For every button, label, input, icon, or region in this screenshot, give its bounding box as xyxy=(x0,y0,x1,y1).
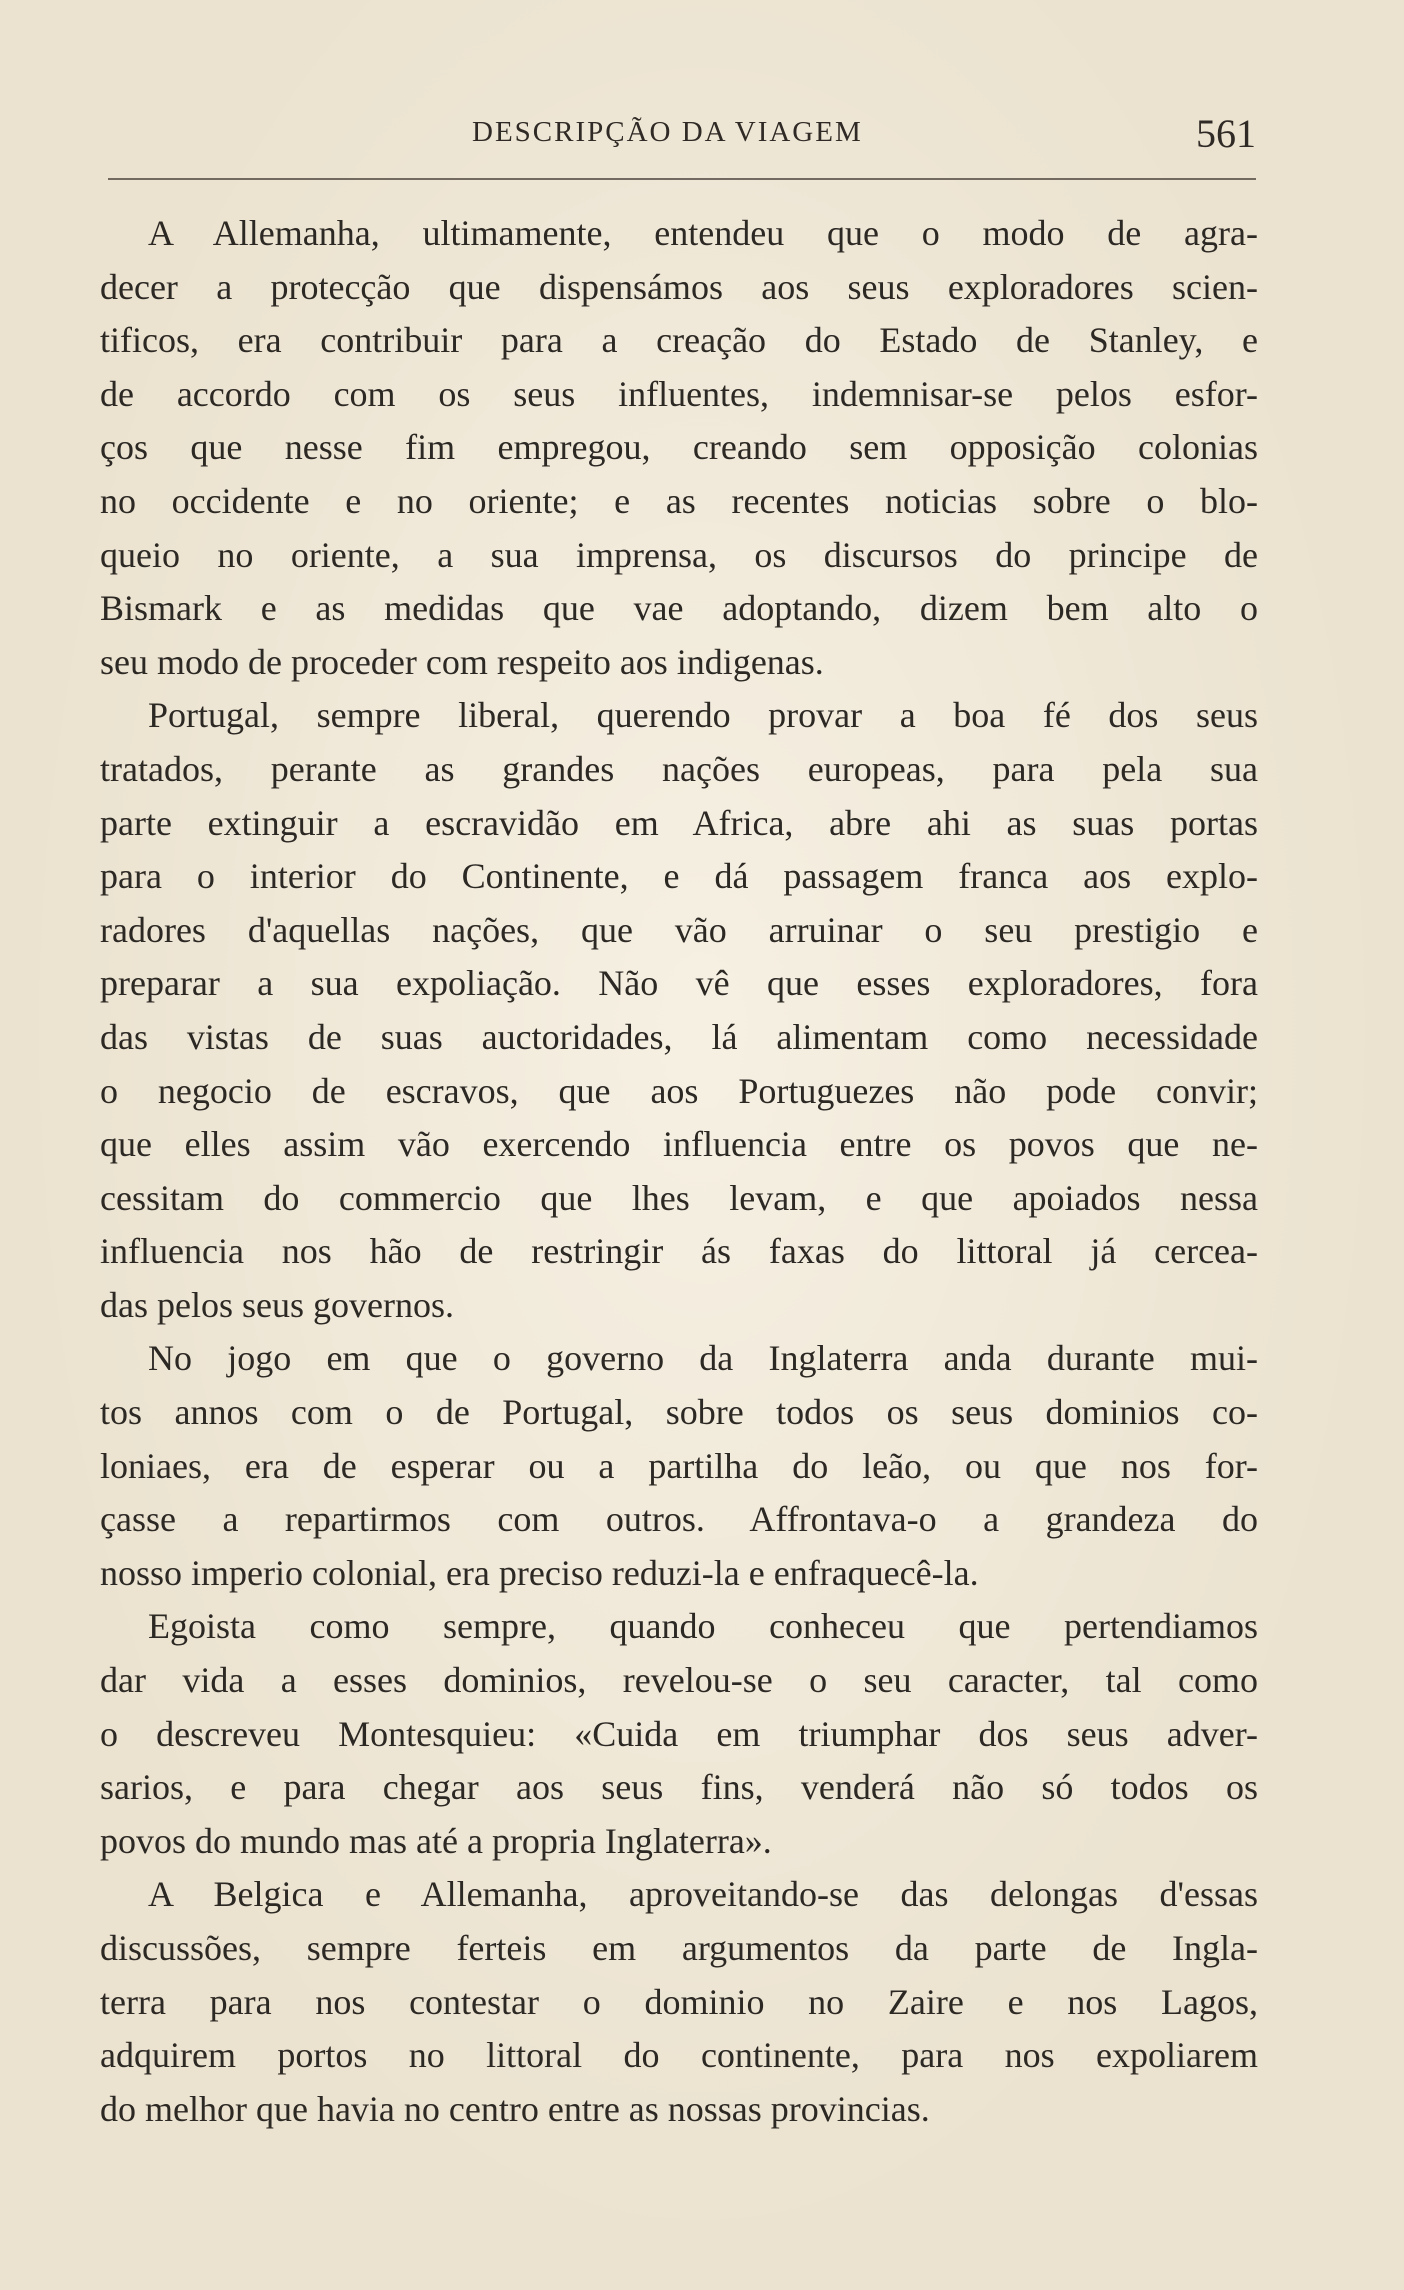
text-line: Egoista como sempre, quando conheceu que pertendiamos xyxy=(148,1606,1258,1647)
text-line: No jogo em que o governo da Inglaterra anda durante mui- xyxy=(148,1338,1258,1379)
text-line: sarios, e para chegar aos seus fins, venderá não só todos os xyxy=(100,1767,1258,1808)
text-line: adquirem portos no littoral do continente, para nos expoliarem xyxy=(100,2035,1258,2076)
text-line: nosso imperio colonial, era preciso reduzi-la e enfraquecê-la. xyxy=(100,1552,979,1593)
text-line: queio no oriente, a sua imprensa, os discursos do principe de xyxy=(100,534,1258,575)
text-line: do melhor que havia no centro entre as nossas provincias. xyxy=(100,2088,930,2129)
text-line: loniaes, era de esperar ou a partilha do leão, ou que nos for- xyxy=(100,1445,1258,1486)
text-line: cessitam do commercio que lhes levam, e que apoiados nessa xyxy=(100,1177,1258,1218)
text-line: o descreveu Montesquieu: «Cuida em triumphar dos seus adver- xyxy=(100,1713,1258,1754)
text-line: seu modo de proceder com respeito aos indigenas. xyxy=(100,641,824,682)
text-line: Portugal, sempre liberal, querendo provar a boa fé dos seus xyxy=(148,695,1258,736)
text-line: parte extinguir a escravidão em Africa, abre ahi as suas portas xyxy=(100,802,1258,843)
text-line: A Belgica e Allemanha, aproveitando-se das delongas d'essas xyxy=(148,1874,1258,1915)
text-line: para o interior do Continente, e dá passagem franca aos explo- xyxy=(100,856,1258,897)
text-line: preparar a sua expoliação. Não vê que esses exploradores, fora xyxy=(100,963,1258,1004)
text-line: influencia nos hão de restringir ás faxas do littoral já cercea- xyxy=(100,1231,1258,1272)
text-line: terra para nos contestar o dominio no Zaire e nos Lagos, xyxy=(100,1981,1258,2022)
text-line: discussões, sempre ferteis em argumentos da parte de Ingla- xyxy=(100,1928,1258,1968)
text-line: povos do mundo mas até a propria Inglaterra». xyxy=(100,1820,772,1861)
text-line: tos annos com o de Portugal, sobre todos os seus dominios co- xyxy=(100,1392,1258,1433)
text-line: das vistas de suas auctoridades, lá alimentam como necessidade xyxy=(100,1016,1258,1057)
text-line: tificos, era contribuir para a creação do Estado de Stanley, e xyxy=(100,320,1258,361)
page-number: 561 xyxy=(1196,111,1256,156)
running-title: DESCRIPÇÃO DA VIAGEM xyxy=(472,116,863,148)
text-line: decer a protecção que dispensámos aos seus exploradores scien- xyxy=(100,266,1258,307)
text-line: de accordo com os seus influentes, indemnisar-se pelos esfor- xyxy=(100,373,1258,414)
text-line: das pelos seus governos. xyxy=(100,1284,454,1325)
text-line: tratados, perante as grandes nações europeas, para pela sua xyxy=(100,748,1258,789)
body-text xyxy=(100,207,1258,2136)
text-line: çasse a repartirmos com outros. Affrontava-o a grandeza do xyxy=(100,1499,1258,1540)
text-line: ços que nesse fim empregou, creando sem opposição colonias xyxy=(100,427,1258,468)
text-line: no occidente e no oriente; e as recentes noticias sobre o blo- xyxy=(100,480,1258,521)
text-line: o negocio de escravos, que aos Portuguezes não pode convir; xyxy=(100,1070,1258,1111)
text-line: A Allemanha, ultimamente, entendeu que o modo de agra- xyxy=(148,213,1258,253)
header-rule xyxy=(108,178,1256,180)
text-line: que elles assim vão exercendo influencia entre os povos que ne- xyxy=(100,1124,1258,1165)
page-header xyxy=(108,112,1256,158)
text-line: dar vida a esses dominios, revelou-se o seu caracter, tal como xyxy=(100,1660,1258,1701)
text-line: Bismark e as medidas que vae adoptando, dizem bem alto o xyxy=(100,588,1258,629)
text-line: radores d'aquellas nações, que vão arruinar o seu prestigio e xyxy=(100,909,1258,950)
